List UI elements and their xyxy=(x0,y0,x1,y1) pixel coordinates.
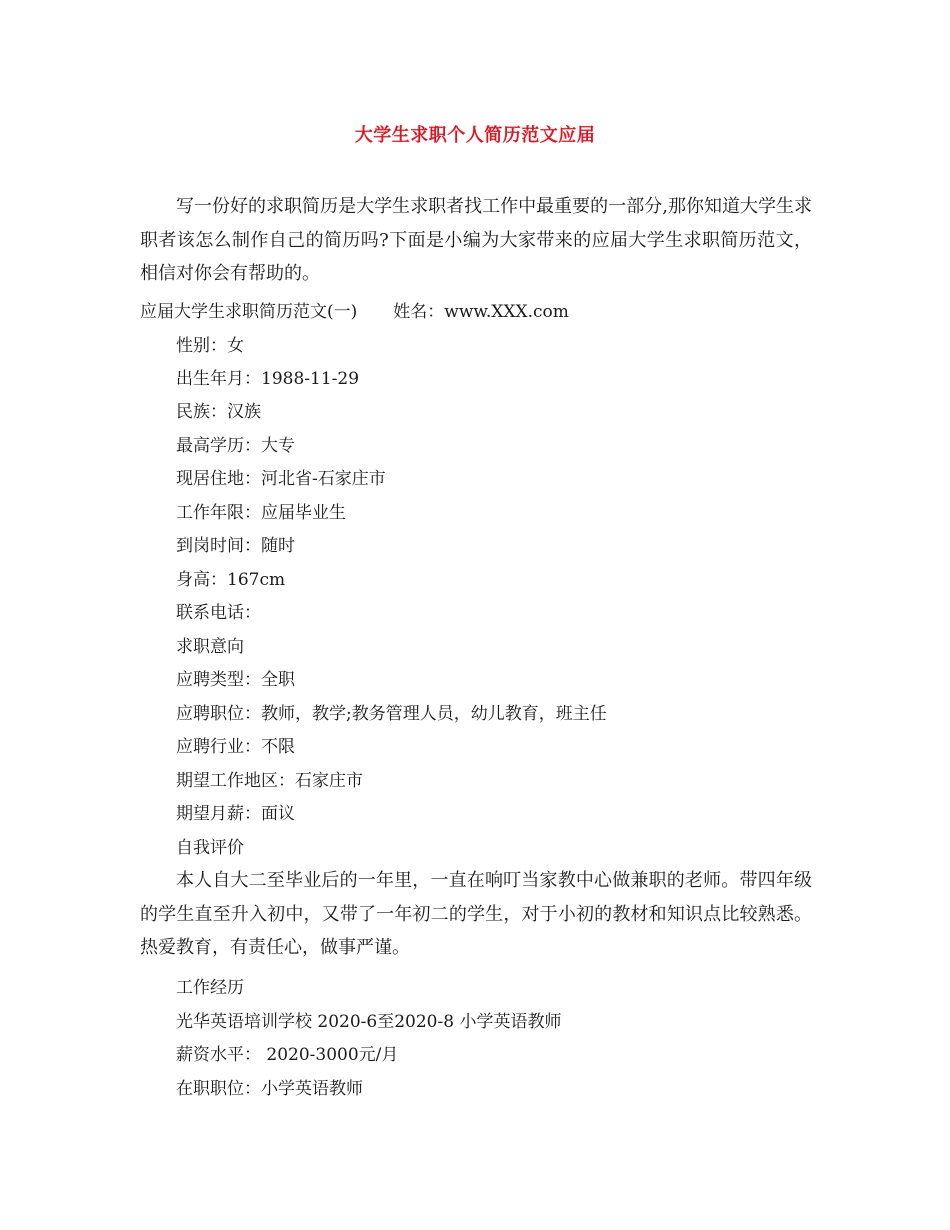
work-heading: 工作经历 xyxy=(176,978,244,998)
intro-paragraph: 写一份好的求职简历是大学生求职者找工作中最重要的一部分,那你知道大学生求职者该怎么制作自己的简历吗?下面是小编为大家带来的应届大学生求职简历范文，相信对你会有帮助的。 xyxy=(140,196,812,284)
industry-field: 应聘行业：不限 xyxy=(176,737,295,757)
self-eval-paragraph: 本人自大二至毕业后的一年里，一直在响叮当家教中心做兼职的老师。带四年级的学生直至升入初中，又带了一年初二的学生，对于小初的教材和知识点比较熟悉。热爱教育，有责任心，做事严谨。 xyxy=(140,870,812,958)
birth-date-field: 出生年月：1988-11-29 xyxy=(176,369,360,389)
salary-expectation-field: 期望月薪：面议 xyxy=(176,804,295,824)
self-eval-heading: 自我评价 xyxy=(176,838,244,858)
resume-heading-line xyxy=(140,300,569,324)
intent-heading: 求职意向 xyxy=(176,637,244,657)
ethnicity-field: 民族：汉族 xyxy=(176,402,261,422)
gender-field: 性别：女 xyxy=(176,336,244,356)
job-position-field: 应聘职位：教师，教学;教务管理人员，幼儿教育，班主任 xyxy=(176,704,607,724)
residence-field: 现居住地：河北省-石家庄市 xyxy=(176,469,386,489)
document-title: 大学生求职个人简历范文应届 xyxy=(354,125,596,146)
job-type-field: 应聘类型：全职 xyxy=(176,670,295,690)
work-entry-position: 在职职位：小学英语教师 xyxy=(176,1079,363,1099)
phone-field: 联系电话： xyxy=(176,603,261,623)
availability-field: 到岗时间：随时 xyxy=(176,536,295,556)
work-area-field: 期望工作地区：石家庄市 xyxy=(176,771,363,791)
height-field: 身高：167cm xyxy=(176,570,286,590)
work-entry-salary: 薪资水平： 2020-3000元/月 xyxy=(176,1045,399,1065)
name-field: 姓名：www.XXX.com xyxy=(393,302,569,322)
work-years-field: 工作年限：应届毕业生 xyxy=(176,503,346,523)
work-entry-school: 光华英语培训学校 2020-6至2020-8 小学英语教师 xyxy=(176,1012,562,1032)
education-field: 最高学历：大专 xyxy=(176,436,295,456)
resume-section-heading: 应届大学生求职简历范文(一) xyxy=(140,302,358,322)
